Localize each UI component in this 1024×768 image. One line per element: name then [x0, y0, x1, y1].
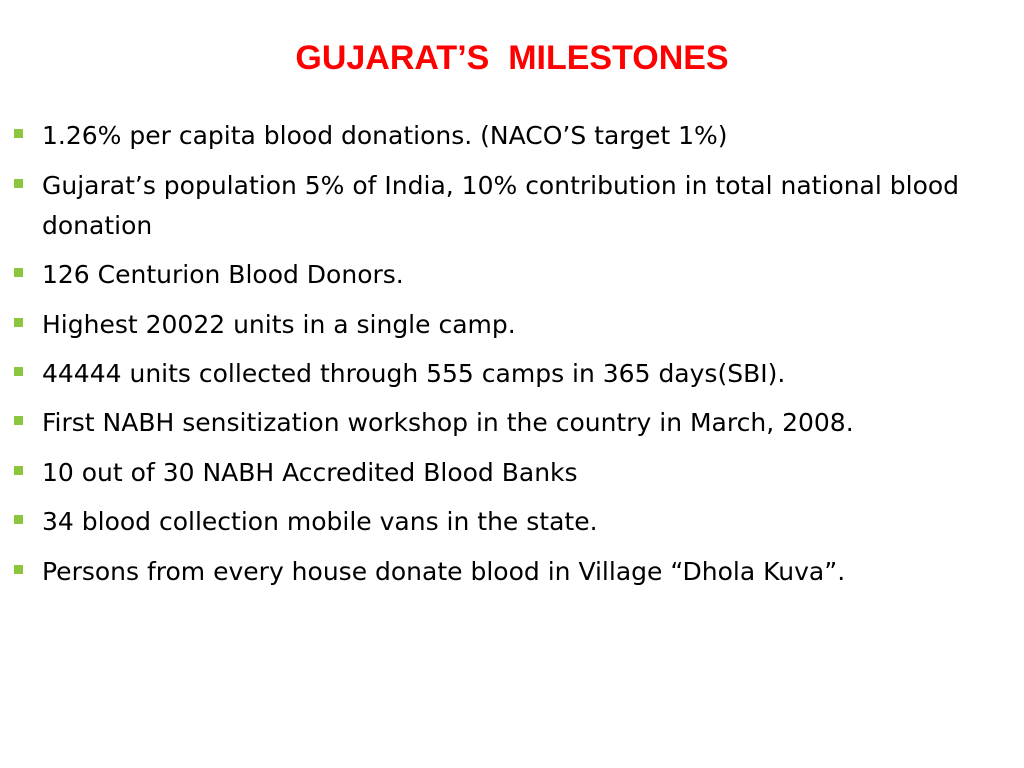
list-item-text: Persons from every house donate blood in Village “Dhola Kuva”. — [42, 557, 846, 586]
list-item-text: 1.26% per capita blood donations. (NACO’S target 1%) — [42, 121, 728, 150]
square-bullet-icon — [14, 367, 23, 376]
list-item-text: First NABH sensitization workshop in the country in March, 2008. — [42, 408, 854, 437]
square-bullet-icon — [14, 129, 23, 138]
square-bullet-icon — [14, 416, 23, 425]
square-bullet-icon — [14, 318, 23, 327]
slide-title: GUJARAT’S MILESTONES — [295, 39, 729, 77]
square-bullet-icon — [14, 466, 23, 475]
square-bullet-icon — [14, 515, 23, 524]
list-item-text: 44444 units collected through 555 camps in 365 days(SBI). — [42, 359, 786, 388]
list-item-text: Highest 20022 units in a single camp. — [42, 310, 516, 339]
square-bullet-icon — [14, 268, 23, 277]
list-item-text: 126 Centurion Blood Donors. — [42, 260, 404, 289]
list-item-text: Gujarat’s population 5% of India, 10% contribution in total national blood donation — [42, 171, 960, 240]
square-bullet-icon — [14, 179, 23, 188]
list-item-text: 10 out of 30 NABH Accredited Blood Banks — [42, 458, 578, 487]
list-item-text: 34 blood collection mobile vans in the state. — [42, 507, 598, 536]
square-bullet-icon — [14, 565, 23, 574]
